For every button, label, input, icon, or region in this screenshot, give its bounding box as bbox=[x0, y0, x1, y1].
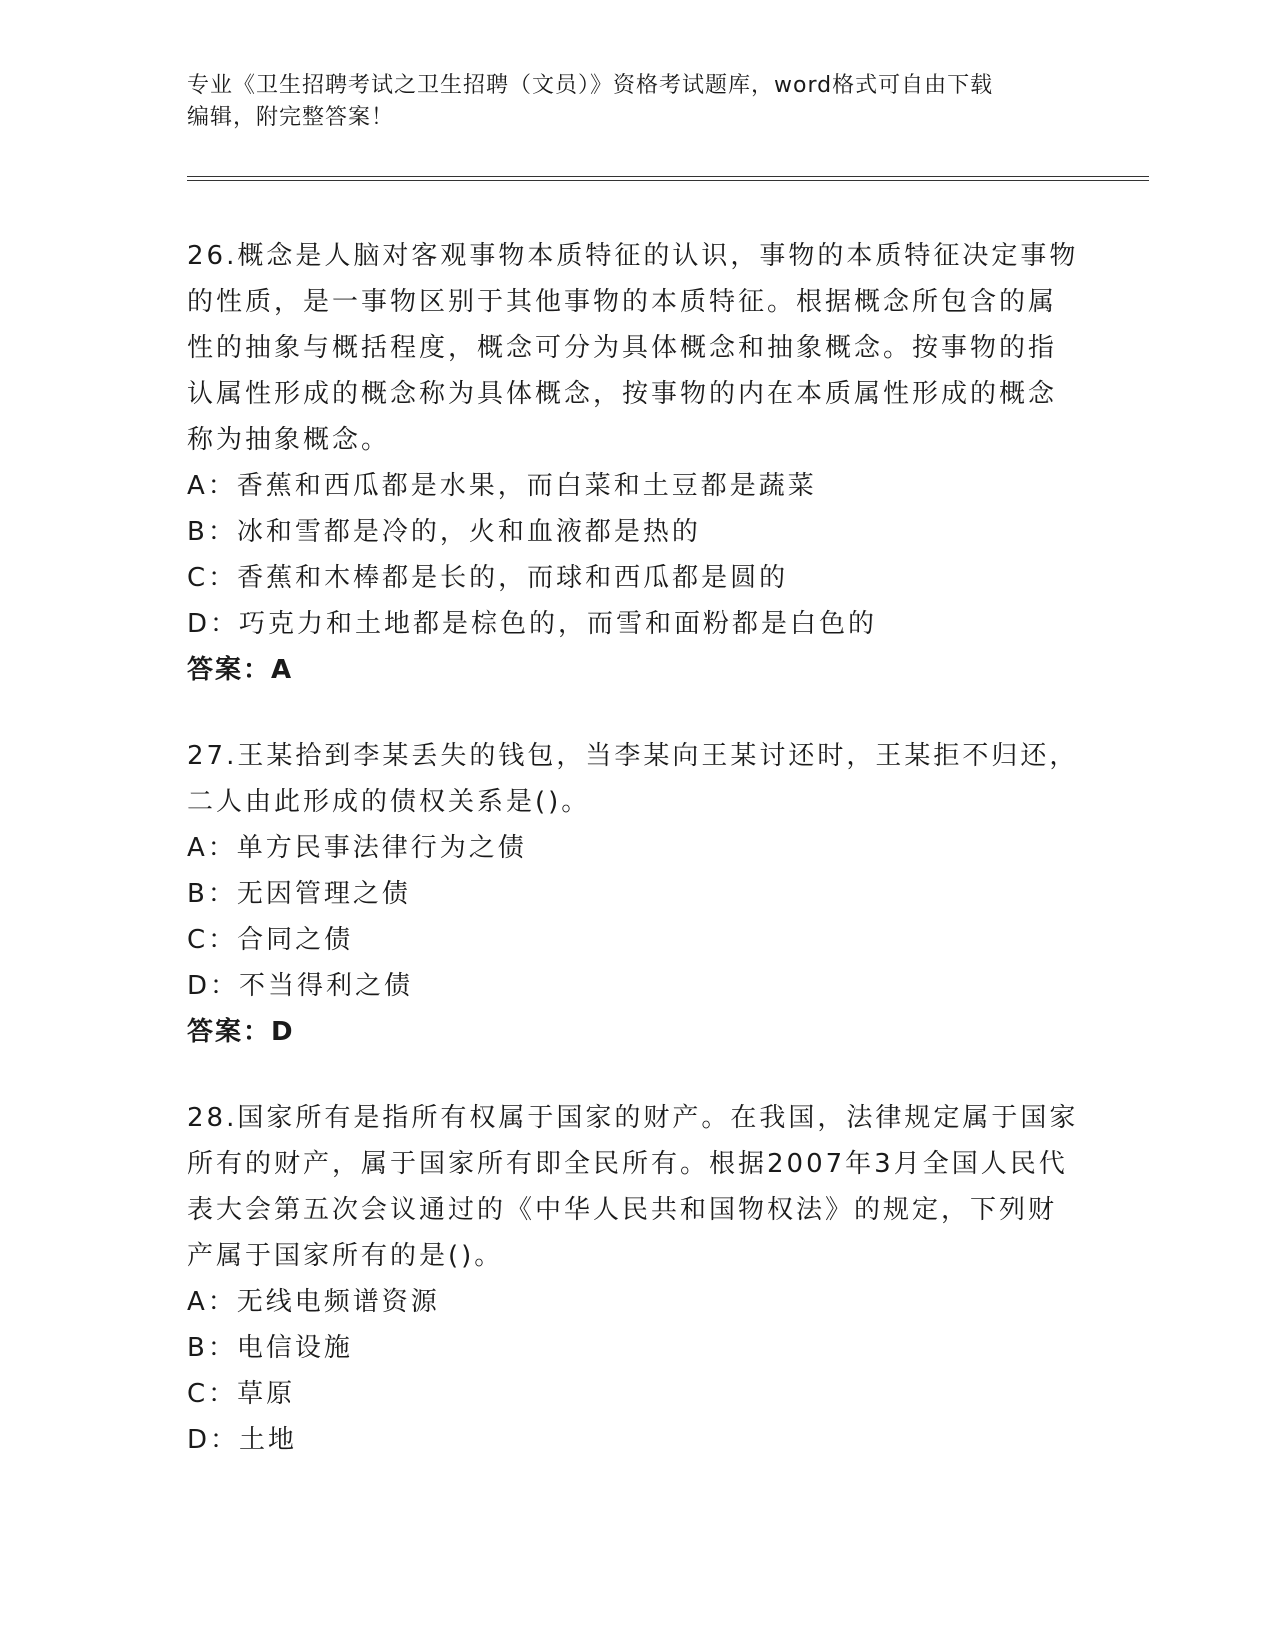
header-line-2: 编辑，附完整答案！ bbox=[187, 105, 395, 130]
document-header bbox=[187, 70, 1087, 134]
question-27-line-2: 二人由此形成的债权关系是()。 bbox=[187, 787, 591, 817]
question-26-line-4: 认属性形成的概念称为具体概念，按事物的内在本质属性形成的概念 bbox=[187, 379, 1058, 409]
question-26-option-c: C：香蕉和木棒都是长的，而球和西瓜都是圆的 bbox=[187, 563, 789, 593]
question-28-line-1: 28.国家所有是指所有权属于国家的财产。在我国，法律规定属于国家 bbox=[187, 1103, 1079, 1133]
question-28-option-b: B：电信设施 bbox=[187, 1333, 353, 1363]
question-27-option-d: D：不当得利之债 bbox=[187, 971, 414, 1001]
question-26-line-1: 26.概念是人脑对客观事物本质特征的认识，事物的本质特征决定事物 bbox=[187, 241, 1079, 271]
question-26-text bbox=[187, 233, 1087, 463]
question-26-answer: 答案：A bbox=[187, 655, 294, 685]
question-28-line-3: 表大会第五次会议通过的《中华人民共和国物权法》的规定，下列财 bbox=[187, 1195, 1058, 1225]
question-28-line-2: 所有的财产，属于国家所有即全民所有。根据2007年3月全国人民代 bbox=[187, 1149, 1068, 1179]
question-27-option-b: B：无因管理之债 bbox=[187, 879, 411, 909]
question-28-option-d: D：土地 bbox=[187, 1425, 298, 1455]
question-27-line-1: 27.王某拾到李某丢失的钱包，当李某向王某讨还时，王某拒不归还， bbox=[187, 741, 1079, 771]
question-27-option-c: C：合同之债 bbox=[187, 925, 354, 955]
question-27-answer: 答案：D bbox=[187, 1017, 295, 1047]
question-28-option-c: C：草原 bbox=[187, 1379, 296, 1409]
question-27-text bbox=[187, 733, 1087, 825]
question-26 bbox=[187, 233, 1087, 693]
question-28-option-a: A：无线电频谱资源 bbox=[187, 1287, 440, 1317]
header-line-1: 专业《卫生招聘考试之卫生招聘（文员）》资格考试题库，word格式可自由下载 bbox=[187, 73, 994, 98]
question-26-line-3: 性的抽象与概括程度，概念可分为具体概念和抽象概念。按事物的指 bbox=[187, 333, 1058, 363]
question-28-line-4: 产属于国家所有的是()。 bbox=[187, 1241, 504, 1271]
question-26-line-2: 的性质，是一事物区别于其他事物的本质特征。根据概念所包含的属 bbox=[187, 287, 1058, 317]
question-26-option-b: B：冰和雪都是冷的，火和血液都是热的 bbox=[187, 517, 701, 547]
header-divider bbox=[187, 176, 1149, 181]
question-28 bbox=[187, 1095, 1087, 1463]
question-26-option-d: D：巧克力和土地都是棕色的，而雪和面粉都是白色的 bbox=[187, 609, 878, 639]
question-27 bbox=[187, 733, 1087, 1055]
question-28-text bbox=[187, 1095, 1087, 1279]
question-26-option-a: A：香蕉和西瓜都是水果，而白菜和土豆都是蔬菜 bbox=[187, 471, 817, 501]
question-27-option-a: A：单方民事法律行为之债 bbox=[187, 833, 527, 863]
question-26-line-5: 称为抽象概念。 bbox=[187, 425, 391, 455]
